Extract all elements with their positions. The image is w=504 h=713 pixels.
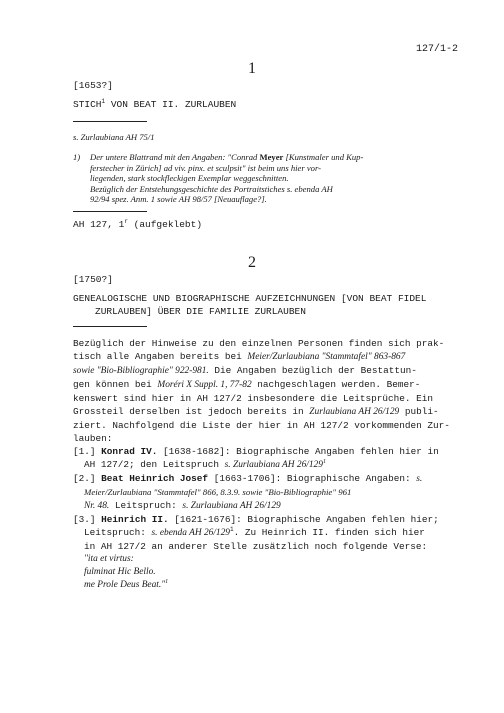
- entry-text: Leitspruch:: [109, 500, 183, 511]
- entry-number: [1.]: [73, 446, 96, 457]
- body-text: gen können bei: [73, 379, 158, 390]
- entry-text: . Zu Heinrich II. finden sich hier: [233, 527, 425, 538]
- body-line: lauben:: [73, 433, 113, 444]
- body-line: kenswert sind hier in AH 127/2 insbesondere die Leitsprüche. Ein: [73, 393, 434, 404]
- entry-text: Leitspruch:: [84, 527, 152, 538]
- citation: s. Zurlaubiana AH 26/129: [224, 460, 323, 470]
- doc2-body: [73, 337, 463, 592]
- doc1-title-footnote-ref: 1: [101, 97, 106, 105]
- doc1-shelfmark: [73, 218, 202, 231]
- body-text: nachgeschlagen werden. Bemer-: [251, 379, 421, 390]
- doc2-number: 2: [248, 254, 256, 271]
- doc1-footnote-line: ferstecher in Zürich] ad viv. pinx. et sculpsit" ist beim uns hier vor-: [90, 162, 321, 173]
- body-line: [73, 350, 463, 364]
- body-line: [73, 378, 463, 392]
- footnote-ref: 1: [322, 458, 326, 465]
- citation: s. ebenda AH 26/129: [151, 528, 230, 538]
- citation: Meier/Zurlaubiana "Stammtafel" 863-867: [247, 352, 406, 362]
- citation: Moréri X Suppl. 1, 77-82: [157, 380, 252, 390]
- entry-text: [1638-1682]: Biographische Angaben fehlen hier in: [157, 446, 439, 457]
- doc2-title-rule: [73, 326, 147, 327]
- body-text: tisch alle Angaben bereits bei: [73, 351, 248, 362]
- body-line: [73, 405, 463, 419]
- list-item-entry-2: [73, 472, 463, 486]
- fn-text: Der untere Blattrand mit den Angaben: "Conrad: [90, 152, 260, 162]
- citation: s.: [416, 474, 423, 484]
- list-item-entry-3-cont: in AH 127/2 an anderer Stelle zusätzlich noch folgende Verse:: [84, 541, 428, 552]
- verse-line: [73, 579, 463, 592]
- doc1-footnote-line: 92/94 spez. Anm. 1 sowie AH 98/57 [Neuauflage?].: [90, 194, 267, 205]
- entry-text: AH 127/2; den Leitspruch: [84, 459, 225, 470]
- entry-number: [3.]: [73, 514, 96, 525]
- doc1-footnote-rule: [73, 211, 147, 212]
- doc2-title-line: GENEALOGISCHE UND BIOGRAPHISCHE AUFZEICHNUNGEN [VON BEAT FIDEL: [73, 293, 427, 304]
- doc1-title-text: STICH: [73, 99, 102, 110]
- doc1-date: [1653?]: [73, 80, 113, 91]
- body-line: [73, 364, 463, 378]
- doc2-title-line: ZURLAUBEN] ÜBER DIE FAMILIE ZURLAUBEN: [95, 306, 306, 317]
- doc1-source: s. Zurlaubiana AH 75/1: [73, 132, 155, 142]
- citation: Nr. 48.: [84, 501, 110, 511]
- verse-line: fulminat Hic Bello.: [84, 567, 156, 577]
- list-item-entry-1: [73, 445, 463, 458]
- doc1-footnote-line: liegenden, stark stockfleckigen Exemplar weggeschnitten.: [90, 173, 289, 184]
- doc1-footnote-marker: 1): [73, 152, 81, 162]
- doc1-footnote: [90, 152, 470, 205]
- doc1-footnote-line: Bezüglich der Entstehungsgeschichte des Portraitstiches s. ebenda AH: [90, 183, 333, 194]
- citation: s. Zurlaubiana AH 26/129: [182, 501, 281, 511]
- list-item-entry-2-cont: [73, 499, 463, 513]
- body-line: Bezüglich der Hinweise zu den einzelnen Personen finden sich prak-: [73, 338, 445, 349]
- entry-name: Beat Heinrich Josef: [101, 473, 209, 484]
- doc1-title-rule: [73, 121, 147, 122]
- list-item-entry-2-cont: Meier/Zurlaubiana "Stammtafel" 866, 8.3.9. sowie "Bio-Bibliographie" 961: [84, 487, 352, 497]
- citation: Zurlaubiana AH 26/129: [309, 407, 400, 417]
- doc1-footnote-line: [90, 152, 470, 163]
- footnote-ref: 1: [165, 578, 169, 585]
- verse-text: me Prole Deus Beat.": [84, 580, 166, 590]
- body-text: Die Angaben bezüglich der Bestattun-: [208, 365, 417, 376]
- doc1-number: 1: [248, 60, 256, 77]
- list-item-entry-3-cont: [73, 526, 463, 540]
- verse-line: "ita et virtus:: [84, 554, 134, 564]
- doc2-title: [73, 292, 473, 318]
- list-item-entry-1-cont: [73, 458, 463, 472]
- body-line: ziert. Nachfolgend die Liste der hier in AH 127/2 vorkommenden Zur-: [73, 420, 450, 431]
- shelfmark-text: AH 127, 1: [73, 219, 125, 230]
- doc1-title: [73, 98, 236, 111]
- entry-text: [1663-1706]: Biographische Angaben:: [208, 473, 417, 484]
- entry-name: Konrad IV.: [101, 446, 158, 457]
- body-text: Grossteil derselben ist jedoch bereits in: [73, 406, 310, 417]
- list-item-entry-3: [73, 513, 463, 526]
- citation: sowie "Bio-Bibliographie" 922-981.: [73, 366, 209, 376]
- shelfmark-recto: r: [124, 217, 128, 225]
- entry-number: [2.]: [73, 473, 96, 484]
- doc1-title-text-rest: VON BEAT II. ZURLAUBEN: [105, 99, 237, 110]
- body-text: publi-: [399, 406, 439, 417]
- entry-name: Heinrich II.: [101, 514, 169, 525]
- entry-text: [1621-1676]: Biographische Angaben fehlen hier;: [168, 514, 439, 525]
- shelfmark-note: (aufgeklebt): [127, 219, 203, 230]
- page-reference: 127/1-2: [415, 44, 458, 55]
- fn-bold-name: Meyer: [259, 152, 284, 162]
- doc2-date: [1750?]: [73, 274, 113, 285]
- footnote-ref: 1: [229, 525, 234, 533]
- fn-text: [Kunstmaler und Kup-: [283, 152, 364, 162]
